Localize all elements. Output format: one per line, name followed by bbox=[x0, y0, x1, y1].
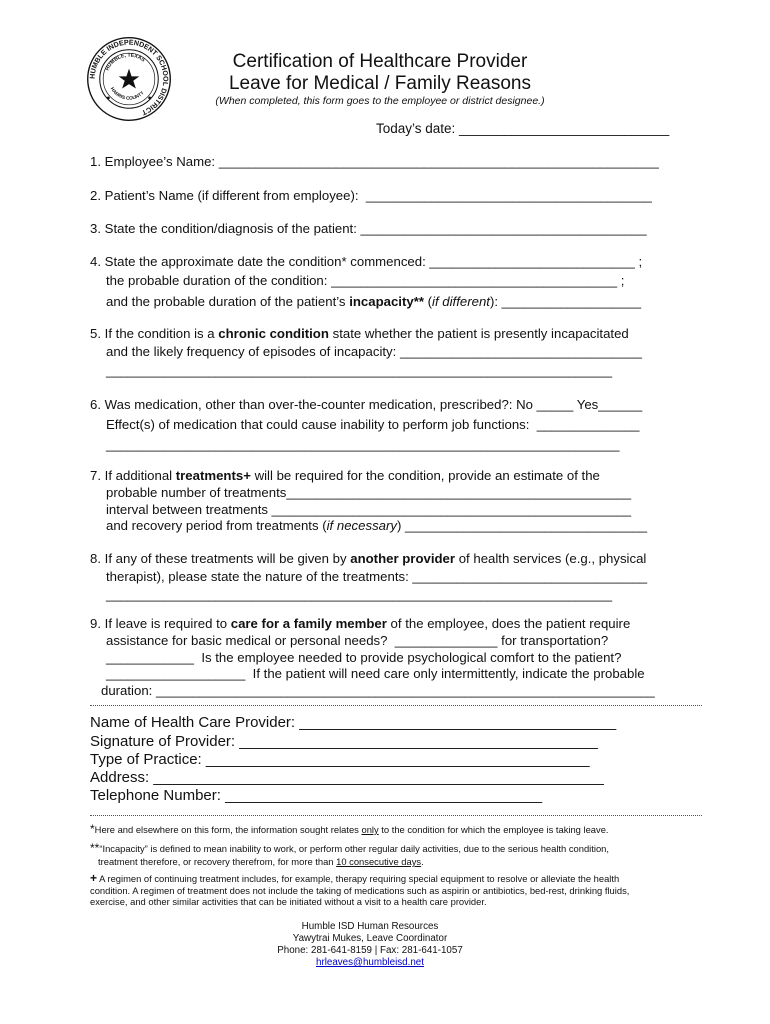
medication-effects-field[interactable]: Effect(s) of medication that could cause inability to perform job functions: ______________ bbox=[106, 417, 640, 432]
footer-email-container bbox=[0, 957, 755, 969]
footnote-incapacity-cont: treatment therefore, or recovery therefrom, for more than 10 consecutive days. bbox=[98, 856, 424, 867]
treatment-nature-field[interactable]: therapist), please state the nature of the treatments: ________________________________ bbox=[106, 569, 648, 584]
footnote-treatment-regimen-cont: condition. A regimen of treatment does not include the taking of medications such as aspirin or antibiotics, bed-rest, drinking fluids, bbox=[90, 885, 630, 896]
provider-signature-field[interactable]: Signature of Provider: ___________________________________________ bbox=[90, 733, 598, 750]
patient-name-field[interactable]: 2. Patient’s Name (if different from employee): _______________________________________ bbox=[90, 188, 652, 203]
care-duration-field[interactable]: duration: ____________________________________________________________________ bbox=[101, 683, 655, 698]
treatment-interval-field[interactable]: interval between treatments _________________________________________________ bbox=[106, 502, 632, 517]
psychological-comfort-field[interactable]: ____________ Is the employee needed to provide psychological comfort to the patient? bbox=[106, 650, 622, 665]
medication-effects-field-cont[interactable]: ______________________________________________________________________ bbox=[106, 437, 620, 452]
family-member-care-question: 9. If leave is required to care for a family member of the employee, does the patient require bbox=[90, 616, 631, 631]
footer-email-link[interactable]: hrleaves@humbleisd.net bbox=[316, 957, 424, 968]
intermittent-care-field[interactable]: ___________________ If the patient will need care only intermittently, indicate the probable bbox=[106, 666, 645, 681]
condition-commenced-field[interactable]: 4. State the approximate date the condition* commenced: ____________________________ ; bbox=[90, 254, 643, 269]
divider bbox=[90, 815, 702, 816]
telephone-field[interactable]: Telephone Number: ______________________________________ bbox=[90, 787, 543, 804]
episode-frequency-field-cont[interactable]: _____________________________________________________________________ bbox=[106, 363, 613, 378]
recovery-period-field[interactable]: and recovery period from treatments (if necessary) _________________________________ bbox=[106, 518, 648, 533]
treatment-nature-field-cont[interactable]: _____________________________________________________________________ bbox=[106, 587, 613, 602]
employee-name-field[interactable]: 1. Employee’s Name: ____________________________________________________________ bbox=[90, 154, 659, 169]
episode-frequency-field[interactable]: and the likely frequency of episodes of incapacity: _________________________________ bbox=[106, 344, 642, 359]
number-of-treatments-field[interactable]: probable number of treatments_______________________________________________ bbox=[106, 485, 632, 500]
footer-coordinator: Yawytrai Mukes, Leave Coordinator bbox=[292, 933, 448, 944]
address-field[interactable]: Address: ______________________________________________________ bbox=[90, 769, 604, 786]
divider bbox=[90, 705, 702, 706]
provider-name-field[interactable]: Name of Health Care Provider: ______________________________________ bbox=[90, 714, 617, 731]
footnote-treatment-regimen-cont2: exercise, and other similar activities that can be initiated without a visit to a health care provider. bbox=[90, 896, 487, 907]
condition-duration-field[interactable]: the probable duration of the condition: _______________________________________ ; bbox=[106, 273, 625, 288]
seal-inner-text: HUMBLE, TEXAS bbox=[104, 52, 146, 72]
seal-county-text: HARRIS COUNTY bbox=[108, 86, 146, 102]
todays-date-field[interactable]: Today’s date: ____________________________ bbox=[376, 121, 670, 136]
medication-prescribed-field[interactable]: 6. Was medication, other than over-the-counter medication, prescribed?: No _____ Yes______ bbox=[90, 397, 643, 412]
condition-diagnosis-field[interactable]: 3. State the condition/diagnosis of the patient: _______________________________________ bbox=[90, 221, 647, 236]
another-provider-question: 8. If any of these treatments will be given by another provider of health services (e.g., physical bbox=[90, 551, 647, 566]
chronic-condition-question: 5. If the condition is a chronic condition state whether the patient is presently incapacitated bbox=[90, 326, 629, 341]
footnote-incapacity: **“Incapacity” is defined to mean inability to work, or perform other regular daily activities, due to the serious health condition, bbox=[90, 841, 609, 855]
form-subtitle: (When completed, this form goes to the employee or district designee.) bbox=[215, 95, 545, 107]
practice-type-field[interactable]: Type of Practice: ______________________________________________ bbox=[90, 751, 590, 768]
incapacity-duration-field[interactable]: and the probable duration of the patient’s incapacity** (if different): ___________________ bbox=[106, 294, 642, 309]
footer-department: Humble ISD Human Resources bbox=[301, 921, 439, 932]
footnote-treatment-regimen: + A regimen of continuing treatment includes, for example, therapy requiring special equipment to resolve or alleviate the health bbox=[90, 871, 620, 885]
footnote-condition: *Here and elsewhere on this form, the information sought relates only to the condition for which the employee is taking leave. bbox=[90, 822, 609, 836]
footer-phone-fax: Phone: 281-641-8159 | Fax: 281-641-1057 bbox=[277, 945, 463, 956]
form-title: Certification of Healthcare Provider bbox=[232, 51, 528, 72]
treatments-question: 7. If additional treatments+ will be required for the condition, provide an estimate of the bbox=[90, 468, 600, 483]
assistance-needs-field[interactable]: assistance for basic medical or personal needs? ______________ for transportation? bbox=[106, 633, 609, 648]
form-title-line2: Leave for Medical / Family Reasons bbox=[228, 73, 531, 94]
seal-outer-text: HUMBLE INDEPENDENT SCHOOL DISTRICT bbox=[89, 39, 169, 116]
